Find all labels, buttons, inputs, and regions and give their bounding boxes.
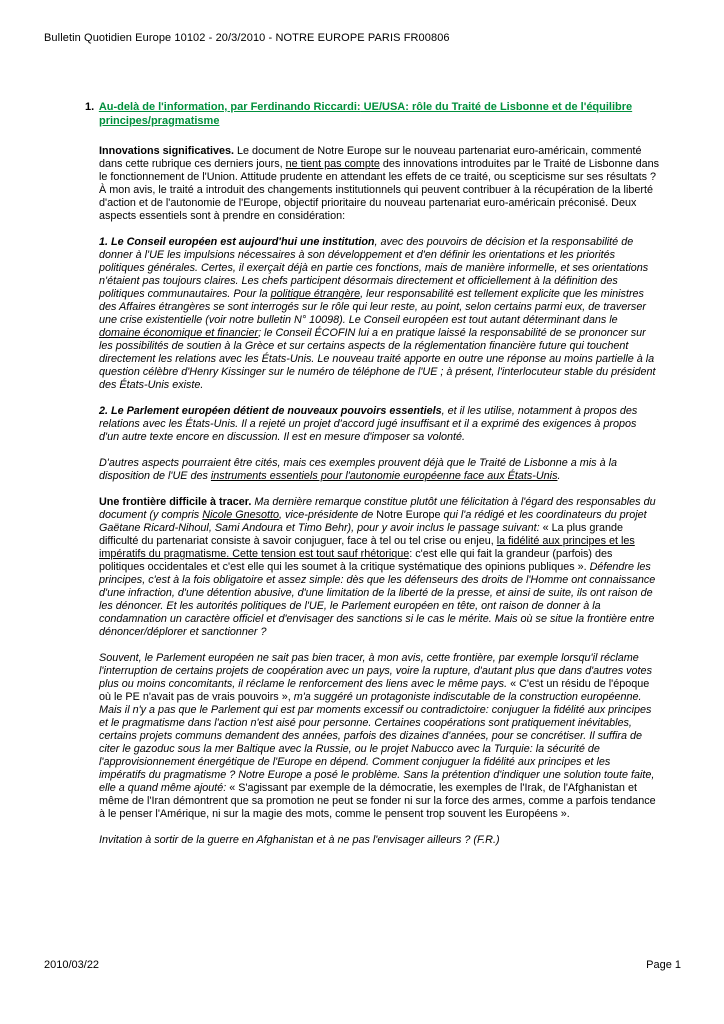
article-paragraph (99, 236, 659, 392)
article-paragraph (99, 405, 659, 444)
paragraph-segment: ne tient pas compte (285, 158, 380, 170)
paragraph-segment: la fidélité aux principes et les impératifs du pragmatisme. Cette tension est tout sauf rhétorique (99, 535, 635, 560)
document-header: Bulletin Quotidien Europe 10102 - 20/3/2010 - NOTRE EUROPE PARIS FR00806 (44, 32, 450, 44)
footer-date: 2010/03/22 (44, 959, 100, 971)
article-paragraph (99, 834, 659, 847)
paragraph-segment: « La plus grande difficulté du partenariat consiste à savoir conjuguer, face à tel ou tel crise ou enjeu, (99, 522, 624, 547)
paragraph-segment: . (557, 470, 561, 482)
paragraph-segment: , vice-présidente de (279, 509, 377, 521)
paragraph-segment: ; le Conseil ÉCOFIN lui a en pratique laissé la responsabilité de se prononcer sur les possibilités de soutien à la Grèce et sur certains aspects de la réglementation financière future qui touchent directement les relations avec les États-Unis. Le nouveau traité apporte en outre une réponse au moins partielle à la question célèbre d'Henry Kissinger sur le numéro de téléphone de l'UE ; à présent, l'interlocuteur stable du président des États-Unis existe. (99, 327, 656, 391)
paragraph-segment: Invitation à sortir de la guerre en Afghanistan et à ne pas l'envisager ailleurs ? (F.R.) (99, 834, 500, 846)
paragraph-segment: instruments essentiels pour l'autonomie européenne face aux États-Unis (210, 470, 558, 482)
paragraph-segment: qui l'a rédigé et les coordinateurs du projet Gaëtane Ricard-Nihoul, Sami Andoura et Timo Behr), pour y avoir inclus le passage suivant: (99, 509, 647, 534)
article-title-segment: Au-delà de l'information, par Ferdinando Riccardi: (98, 101, 361, 113)
article-body (85, 145, 659, 847)
paragraph-segment: Le document de Notre Europe sur le nouveau partenariat euro-américain, commenté dans cette rubrique ces derniers jours, (99, 145, 642, 170)
paragraph-segment: m'a suggéré un protagoniste indiscutable de la construction européenne. Mais il n'y a pas que le Parlement qui est par moments excessif ou contradictoire: conjuguer la fidélité aux principes et le pragmatisme dans l'action n'est aisé pour personne. Certaines coopérations sont pratiquement inévitables, certains projets communs demandent des années, parfois des dizaines d'années, pour se concrétiser. Il suffira de citer le gazoduc sous la mer Baltique avec la Russie, ou le projet Nabucco avec la Turquie: la sécurité de l'approvisionnement énergétique de l'Europe en dépend. Comment conjuguer la fidélité aux principes et les impératifs du pragmatisme ? Notre Europe a posé le problème. Sans la prétention d'indiquer une solution toute faite, elle a quand même ajouté: (99, 691, 655, 794)
footer-page-number: Page 1 (646, 959, 681, 971)
paragraph-segment: Défendre les principes, c'est à la fois obligatoire et assez simple: dès que les défenseurs des droits de l'Homme ont connaissance d'une infraction, d'une détention abusive, d'une limitation de la liberté de la presse, et ainsi de suite, ils ont raison de les dénoncer. Et les autorités politiques de l'UE, le Parlement européen en tête, ont raison de donner à la condamnation un caractère officiel et d'envisager des sanctions si le cas le mérite. Mais où se situe la frontière entre dénoncer/déplorer et sanctionner ? (99, 561, 656, 638)
article-title-text (99, 101, 632, 127)
article-title-segment: UE/USA: rôle du Traité de Lisbonne et de l'équilibre principes/pragmatisme (99, 101, 633, 127)
paragraph-segment: , avec des pouvoirs de décision et la responsabilité de donner à l'UE les impulsions nécessaires à son développement et d'en définir les orientations et les priorités politiques générales. Certes, il exerçait déjà en partie ces fonctions, mais de manière informelle, et ses orientations n'étaient pas toujours claires. Les chefs participent désormais directement et officiellement à la définition des politiques communautaires. Pour la (99, 236, 649, 300)
paragraph-segment: 1. Le Conseil européen est aujourd'hui une institution (99, 236, 375, 248)
paragraph-segment: : c'est elle qui fait la grandeur (parfois) des politiques occidentales et c'est elle qui les soumet à la critique systématique des opinions publiques ». (99, 548, 613, 573)
paragraph-segment: des innovations introduites par le Traité de Lisbonne dans le fonctionnement de l'Union. Attitude prudente en attendant les effets de ce traité, ou scepticisme sur ses résultats ? À mon avis, le traité a introduit des changements institutionnels qui peuvent contribuer à la récupération de la liberté d'action et de l'autonomie de l'Europe, objectif prioritaire du nouveau partenariat euro-américain préconisé. Deux aspects essentiels sont à prendre en considération: (99, 158, 659, 222)
paragraph-segment: Nicole Gnesotto (202, 509, 280, 521)
paragraph-segment: « C'est un résidu de l'époque où le PE n'avait pas de vrais pouvoirs », (99, 678, 650, 703)
paragraph-segment: Innovations significatives. (99, 145, 234, 157)
paragraph-segment: Une frontière difficile à tracer. (99, 496, 252, 508)
paragraph-segment: Ma dernière remarque constitue plutôt une félicitation à l'égard des responsables du document (y compris (99, 496, 656, 521)
paragraph-segment: « S'agissant par exemple de la démocratie, les exemples de l'Irak, de l'Afghanistan et même de l'Iran démontrent que sa promotion ne peut se fonder ni sur la force des armes, comme a parfois tendance à le penser l'Amérique, ni sur la magie des mots, comme le pensent trop souvent les Européens ». (99, 782, 656, 820)
article-paragraph (99, 457, 659, 483)
article-content (85, 101, 659, 847)
article-paragraph (99, 496, 659, 639)
paragraph-segment: politique étrangère (270, 288, 361, 300)
paragraph-segment: domaine économique et financier (99, 327, 259, 339)
article-paragraph (99, 145, 659, 223)
paragraph-segment: , leur responsabilité est tellement explicite que les ministres des Affaires étrangères se sont interrogés sur le rôle qui leur reste, au point, selon certains parmi eux, de traverser une crise existentielle (voir notre bulletin N° 10098). Le Conseil européen est tout autant déterminant dans le (99, 288, 646, 326)
paragraph-segment: D'autres aspects pourraient être cités, mais ces exemples prouvent déjà que le Traité de Lisbonne a mis à la disposition de l'UE des (99, 457, 617, 482)
paragraph-segment: 2. Le Parlement européen détient de nouveaux pouvoirs essentiels (99, 405, 442, 417)
paragraph-segment: Notre Europe (376, 509, 441, 521)
paragraph-segment: Souvent, le Parlement européen ne sait pas bien tracer, à mon avis, cette frontière, par exemple lorsqu'il réclame l'interruption de certains projets de coopération avec un pays, voire la rupture, d'autant plus que dans d'autres votes plus ou moins concomitants, il réclame le renforcement des liens avec le même pays. (99, 652, 652, 690)
article-paragraph (99, 652, 659, 821)
paragraph-segment: , et il les utilise, notamment à propos des relations avec les États-Unis. Il a rejeté un projet d'accord jugé insuffisant et il a exprimé des exigences à propos d'un autre texte encore en discussion. Il est en mesure d'imposer sa volonté. (99, 405, 638, 443)
article-title (85, 101, 659, 128)
article-number: 1. (85, 101, 95, 113)
